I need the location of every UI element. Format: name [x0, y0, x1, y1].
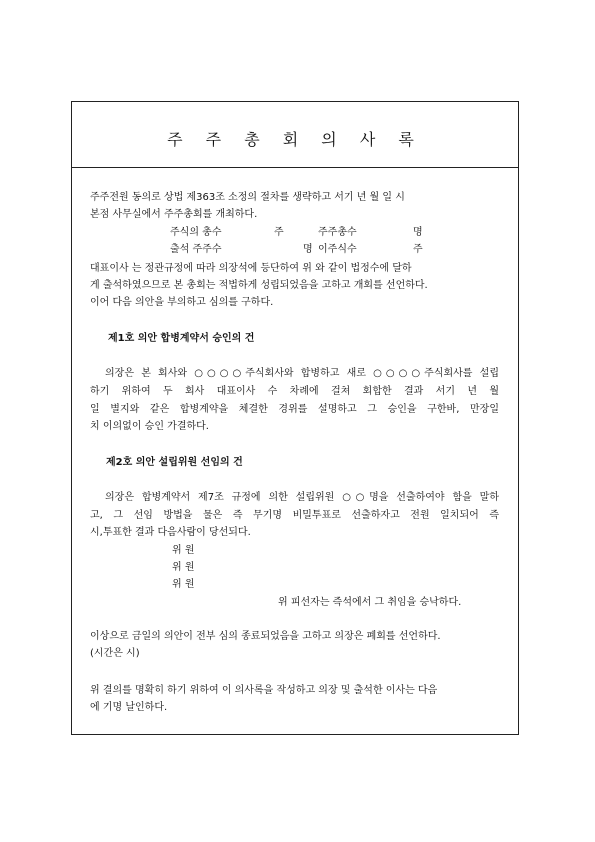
total-shareholders-unit: 명 — [413, 227, 423, 238]
intro-line-1: 주주전원 동의로 상법 제363조 소정의 절차를 생략하고 서기 년 월 일 시 — [90, 192, 405, 203]
item1-line-3: 일 별지와 같은 합병계약을 체결한 경위를 설명하고 그 승인을 구한바, 만장일 — [90, 404, 499, 415]
member-line: 위 원 — [172, 562, 195, 573]
intro-line-2: 본점 사무실에서 주주총회를 개최하다. — [90, 209, 258, 220]
item1-line-4: 치 이의없이 승인 가결하다. — [90, 421, 209, 432]
chair-line-2: 게 출석하였으므로 본 총회는 적법하게 성립되었음을 고하고 개회를 선언하다. — [90, 280, 428, 291]
sign-line-2: 에 기명 날인하다. — [90, 702, 168, 713]
total-shareholders-label: 주주총수 — [318, 227, 357, 238]
total-shares-label: 주식의 총수 — [170, 227, 222, 238]
acceptance-line: 위 피선자는 즉석에서 그 취임을 승낙하다. — [278, 597, 462, 608]
closing-line-2: (시간은 시) — [90, 648, 140, 659]
chair-line-3: 이어 다음 의안을 부의하고 심의를 구하다. — [90, 297, 274, 308]
document-title: 주 주 총 회 의 사 록 — [167, 130, 423, 149]
sign-line-1: 위 결의를 명확히 하기 위하여 이 의사록을 작성하고 의장 및 출석한 이사는 다음 — [90, 685, 438, 696]
item2-line-3: 시,투표한 결과 다음사람이 당선되다. — [90, 527, 251, 538]
attending-shareholders-unit: 명 — [303, 244, 313, 255]
item2-line-2: 고, 그 선임 방법을 물은 즉 무기명 비밀투표로 선출하자고 전원 일치되어 즉 — [90, 510, 499, 521]
member-line: 위 원 — [172, 545, 195, 556]
title-box — [72, 102, 518, 168]
item1-heading: 제1호 의안 합병계약서 승인의 건 — [108, 333, 255, 344]
item2-heading: 제2호 의안 설립위원 선임의 건 — [106, 457, 243, 468]
attending-shares-unit: 주 — [413, 244, 423, 255]
item2-line-1: 의장은 합병계약서 제7조 규정에 의한 설립위원 ○○명을 선출하여야 함을 말하 — [105, 492, 499, 503]
chair-line-1: 대표이사 는 정관규정에 따라 의장석에 등단하여 위 와 같이 법정수에 달하 — [90, 263, 412, 274]
item1-line-1: 의장은 본 회사와 ○○○○주식회사와 합병하고 새로 ○○○○주식회사를 설립 — [105, 368, 499, 379]
attending-shares-label: 이주식수 — [318, 244, 357, 255]
closing-line-1: 이상으로 금일의 의안이 전부 심의 종료되었음을 고하고 의장은 폐회를 선언하다. — [90, 631, 441, 642]
member-line: 위 원 — [172, 579, 195, 590]
item1-line-2: 하기 위하여 두 회사 대표이사 수 차례에 걸쳐 회합한 결과 서기 년 월 — [90, 386, 499, 397]
total-shares-unit: 주 — [274, 227, 284, 238]
attending-shareholders-label: 출석 주주수 — [170, 244, 222, 255]
